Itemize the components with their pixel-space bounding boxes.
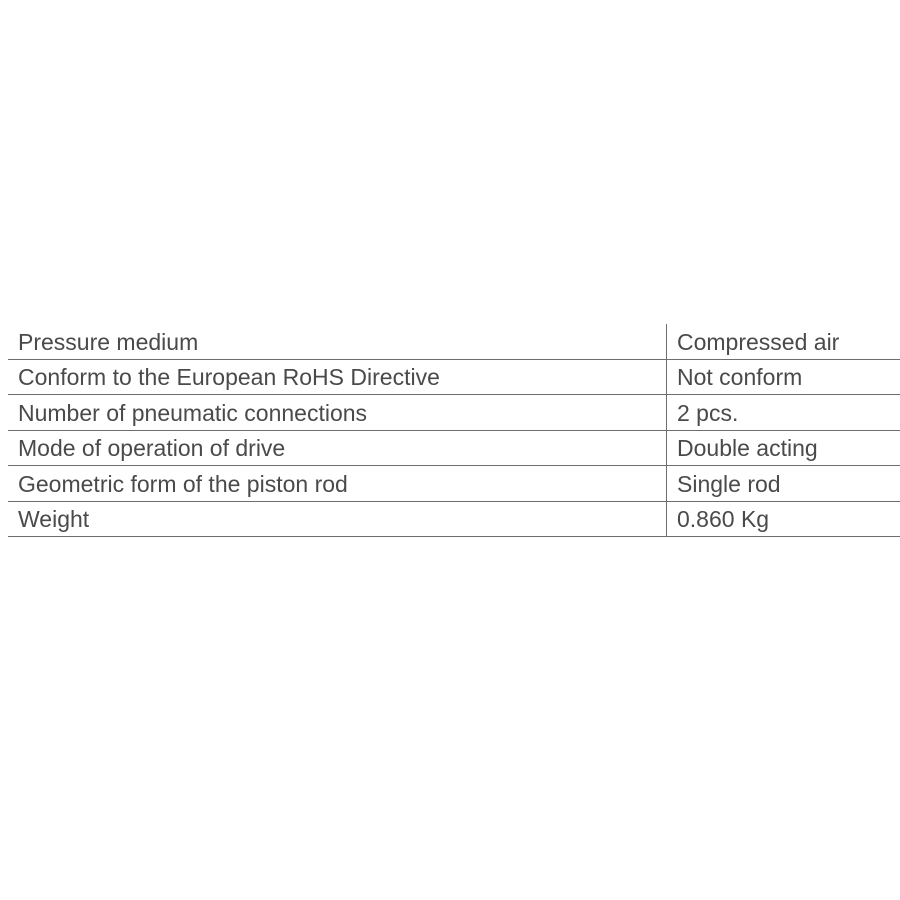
table-row <box>8 430 900 466</box>
value-cell: 2 pcs. <box>667 395 900 431</box>
table-row <box>8 395 900 431</box>
value-cell: Single rod <box>667 466 900 502</box>
property-cell: Weight <box>8 501 667 537</box>
property-cell: Mode of operation of drive <box>8 430 667 466</box>
property-cell: Conform to the European RoHS Directive <box>8 359 667 395</box>
value-cell: Double acting <box>667 430 900 466</box>
table-row <box>8 324 900 359</box>
table-row <box>8 359 900 395</box>
spec-table <box>8 324 900 537</box>
value-cell: Not conform <box>667 359 900 395</box>
property-cell: Pressure medium <box>8 324 667 359</box>
table-row <box>8 501 900 537</box>
property-cell: Number of pneumatic connections <box>8 395 667 431</box>
table-row <box>8 466 900 502</box>
value-cell: 0.860 Kg <box>667 501 900 537</box>
property-cell: Geometric form of the piston rod <box>8 466 667 502</box>
value-cell: Compressed air <box>667 324 900 359</box>
